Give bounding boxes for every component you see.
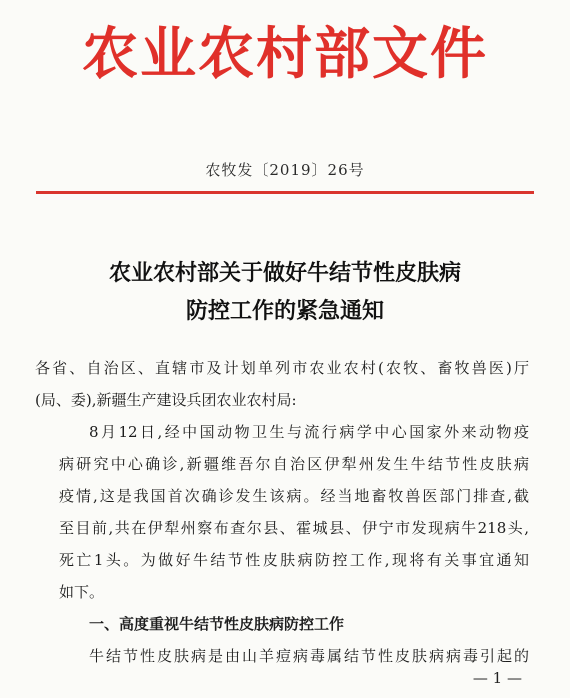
paragraph-line-4: 至目前,共在伊犁州察布查尔县、霍城县、伊宁市发现病牛218头, [59,519,529,537]
paragraph-line-3: 疫情,这是我国首次确诊发生该病。经当地畜牧兽医部门排查,截 [59,487,529,505]
paragraph-line-2: 病研究中心确诊,新疆维吾尔自治区伊犁州发生牛结节性皮肤病 [59,455,529,473]
paragraph-line-1: 8月12日,经中国动物卫生与流行病学中心国家外来动物疫 [89,423,529,441]
paragraph-line-6: 如下。 [59,583,105,601]
document-title-line-1: 农业农村部关于做好牛结节性皮肤病 [108,260,461,286]
page-number: — 1 — [472,669,522,687]
document-body [35,352,529,672]
document-number: 农牧发〔2019〕26号 [205,161,365,179]
document-title-line-2: 防控工作的紧急通知 [185,298,384,324]
addressee-line-2: (局、委),新疆生产建设兵团农业农村局: [35,391,297,409]
document-title [0,254,570,330]
section-first-line: 牛结节性皮肤病是由山羊痘病毒属结节性皮肤病病毒引起的 [89,647,529,665]
paragraph-line-5: 死亡1头。为做好牛结节性皮肤病防控工作,现将有关事宜通知 [59,551,529,569]
red-separator-line [36,191,534,194]
section-heading: 一、高度重视牛结节性皮肤病防控工作 [89,615,345,633]
addressee-line-1: 各省、自治区、直辖市及计划单列市农业农村(农牧、畜牧兽医)厅 [35,359,529,377]
issuer-header: 农业农村部文件 [82,21,488,87]
